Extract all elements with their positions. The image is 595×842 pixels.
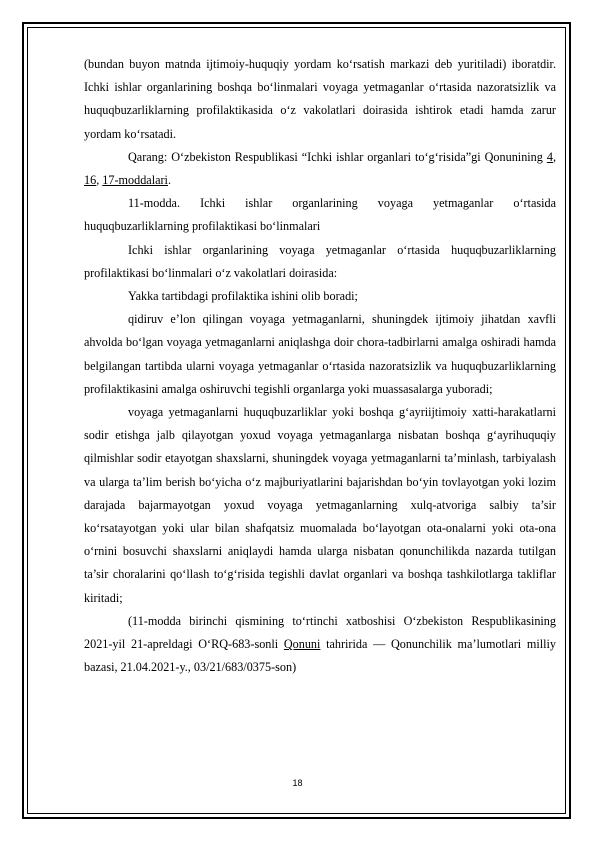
link-separator: ,	[552, 149, 556, 164]
paragraph-reference	[84, 146, 556, 192]
article-heading: 11-modda. Ichki ishlar organlarining voyaga yetmaganlar o‘rtasida huquqbuzarliklarning profilaktikasi bo‘linmalari	[84, 196, 556, 234]
paragraph-amendment-note	[84, 610, 556, 680]
reference-text: Qarang: O‘zbekiston Respublikasi “Ichki ishlar organlari to‘g‘risida”gi Qonunining	[128, 149, 547, 164]
page-number: 18	[292, 778, 303, 788]
list-item-identify-persons: voyaga yetmaganlarni huquqbuzarliklar yoki boshqa g‘ayriijtimoiy xatti-harakatlarni sodir etishga jalb qilayotgan yoxud voyaga yetmaganlarga nisbatan boshqa g‘ayrihuquqiy qilmishlar sodir etayotgan shaxslarni, shuningdek voyaga yetmaganlarni ta’minlash, tarbiyalash va ularga ta’lim berish bo‘yicha o‘z majburiyatlarini bajarishdan bo‘yin tovlayotgan yoki lozim darajada bajarmayotgan yoxud voyaga yetmaganlarning xulq-atvoriga salbiy ta’sir ko‘rsatayotgan yoki ular bilan shafqatsiz muomalada bo‘layotgan ota-onalarni yoki ota-ona o‘rnini bosuvchi shaxslarni aniqlaydi hamda ularga nisbatan qonunchilikda nazarda tutilgan ta’sir choralarini qo‘llash to‘g‘risida tegishli davlat organlari va boshqa tashkilotlarga takliflar kiritadi;	[84, 405, 556, 605]
document-body	[84, 53, 556, 679]
amendment-source: tahririda — Qonunchilik ma’lumotlari milliy bazasi, 21.04.2021-y., 03/21/683/0375-son)	[84, 637, 556, 675]
article-17-link[interactable]: 17-moddalari	[102, 173, 168, 188]
amendment-text: (11-modda birinchi qismining to‘rtinchi xatboshisi O‘zbekiston Respublikasining 2021-yil 21-apreldagi O‘RQ-683-sonli	[84, 613, 556, 652]
paragraph-intro: (bundan buyon matnda ijtimoiy-huquqiy yordam ko‘rsatish markazi deb yuritiladi) iboratdir. Ichki ishlar organlarining boshqa bo‘linmalari voyaga yetmaganlar o‘rtasida nazoratsizlik va huquqbuzarliklarning profilaktikasida o‘z vakolatlari doirasida ishtirok etadi hamda zarur yordam ko‘rsatadi.	[84, 57, 556, 141]
paragraph-powers: Ichki ishlar organlarining voyaga yetmaganlar o‘rtasida huquqbuzarliklarning profilaktikasi bo‘linmalari o‘z vakolatlari doirasida:	[84, 242, 556, 280]
article-4-link[interactable]: 4	[546, 149, 553, 164]
law-link[interactable]: Qonuni	[283, 637, 321, 652]
reference-end: .	[167, 173, 171, 188]
list-item-individual-prevention: Yakka tartibdagi profilaktika ishini olib boradi;	[128, 289, 358, 304]
link-separator: ,	[96, 173, 103, 188]
list-item-search: qidiruv e’lon qilingan voyaga yetmaganlarni, shuningdek ijtimoiy jihatdan xavfli ahvolda bo‘lgan voyaga yetmaganlarni aniqlashga doir chora-tadbirlarni amalga oshiradi hamda belgilangan tartibda ularni voyaga yetmaganlar o‘rtasida nazoratsizlik va huquqbuzarliklarning profilaktikasini amalga oshiruvchi tegishli organlarga yoki muassasalarga yuboradi;	[84, 312, 556, 396]
article-16-link[interactable]: 16	[84, 173, 97, 188]
